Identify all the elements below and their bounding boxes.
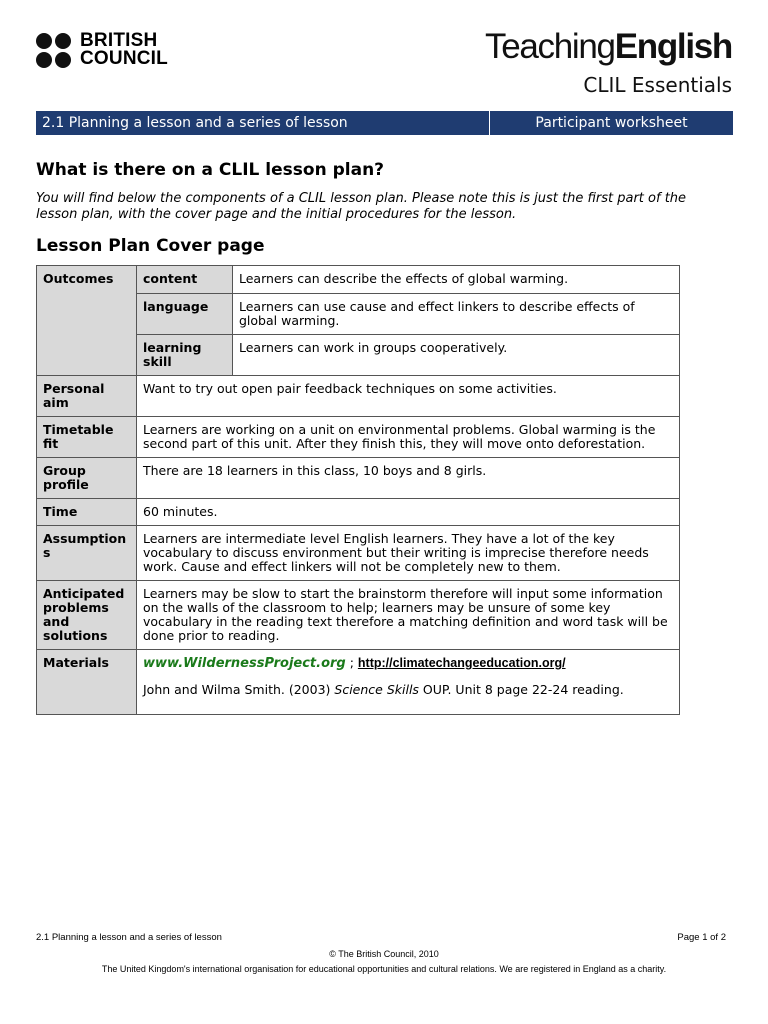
teaching-english-logo bbox=[485, 27, 732, 67]
table-row bbox=[37, 458, 680, 499]
logo-line-1: BRITISH bbox=[80, 30, 158, 51]
table-row bbox=[37, 650, 680, 715]
outcome-label-skill: learning skill bbox=[137, 335, 233, 376]
row-label-timetable-fit: Timetable fit bbox=[37, 417, 137, 458]
british-council-dots-icon bbox=[36, 33, 71, 68]
outcome-text-language: Learners can use cause and effect linkers to describe effects of global warming. bbox=[233, 294, 680, 335]
banner-worksheet-label: Participant worksheet bbox=[535, 115, 688, 131]
outcome-text-skill: Learners can work in groups cooperatively. bbox=[233, 335, 680, 376]
logo-english: English bbox=[614, 27, 732, 66]
materials-cell bbox=[137, 650, 680, 715]
table-row bbox=[37, 499, 680, 526]
banner-title: 2.1 Planning a lesson and a series of lesson bbox=[36, 111, 490, 135]
row-text-timetable-fit: Learners are working on a unit on environmental problems. Global warming is the second part of this unit. After they finish this, they will move onto deforestation. bbox=[137, 417, 680, 458]
table-row bbox=[37, 376, 680, 417]
intro-text: You will find below the components of a CLIL lesson plan. Please note this is just the first part of the lesson plan, with the cover page and the initial procedures for the lesson. bbox=[36, 191, 687, 222]
climate-change-education-link[interactable]: http://climatechangeeducation.org/ bbox=[357, 656, 566, 670]
lesson-plan-table bbox=[36, 265, 680, 715]
page-heading: What is there on a CLIL lesson plan? bbox=[36, 160, 385, 180]
footer-charity-note: The United Kingdom's international organisation for educational opportunities and cultural relations. We are registered in England as a charity. bbox=[101, 964, 667, 974]
row-label-assumptions: Assumptions bbox=[37, 526, 137, 581]
footer-copyright: © The British Council, 2010 bbox=[329, 949, 439, 959]
row-text-group-profile: There are 18 learners in this class, 10 boys and 8 girls. bbox=[137, 458, 680, 499]
row-text-assumptions: Learners are intermediate level English learners. They have a lot of the key vocabulary to discuss environment but their writing is imprecise therefore needs work. Cause and effect linkers will not be completely new to them. bbox=[137, 526, 680, 581]
section-heading: Lesson Plan Cover page bbox=[36, 236, 265, 256]
reference-title: Science Skills bbox=[334, 682, 419, 697]
table-row bbox=[37, 266, 680, 294]
table-row bbox=[37, 526, 680, 581]
row-label-anticipated-problems: Anticipated problems and solutions bbox=[37, 581, 137, 650]
row-text-anticipated-problems: Learners may be slow to start the brainstorm therefore will input some information on the walls of the classroom to help; learners may be unsure of some key vocabulary in the reading text therefore a matching definition and word task will be done prior to reading. bbox=[137, 581, 680, 650]
logo-line-2: COUNCIL bbox=[80, 48, 168, 69]
reference-text bbox=[143, 683, 673, 697]
outcome-text-content: Learners can describe the effects of global warming. bbox=[233, 266, 680, 294]
clil-essentials-subtitle: CLIL Essentials bbox=[583, 73, 732, 97]
british-council-logo bbox=[36, 32, 168, 68]
row-label-personal-aim: Personal aim bbox=[37, 376, 137, 417]
table-row bbox=[37, 581, 680, 650]
row-label-materials: Materials bbox=[37, 650, 137, 715]
row-text-personal-aim: Want to try out open pair feedback techniques on some activities. bbox=[137, 376, 680, 417]
footer-title: 2.1 Planning a lesson and a series of lesson bbox=[36, 932, 222, 943]
link-separator: ; bbox=[345, 655, 358, 670]
row-text-time: 60 minutes. bbox=[137, 499, 680, 526]
wilderness-project-link[interactable]: www.WildernessProject.org bbox=[143, 656, 346, 671]
footer-page-number: Page 1 of 2 bbox=[677, 932, 726, 943]
reference-authors: John and Wilma Smith. (2003) bbox=[143, 682, 335, 697]
table-row bbox=[37, 417, 680, 458]
title-banner bbox=[36, 111, 733, 135]
outcomes-label: Outcomes bbox=[37, 266, 137, 376]
reference-details: OUP. Unit 8 page 22-24 reading. bbox=[418, 682, 624, 697]
row-label-time: Time bbox=[37, 499, 137, 526]
outcome-label-language: language bbox=[137, 294, 233, 335]
logo-teaching: Teaching bbox=[485, 27, 615, 66]
outcome-label-content: content bbox=[137, 266, 233, 294]
row-label-group-profile: Group profile bbox=[37, 458, 137, 499]
